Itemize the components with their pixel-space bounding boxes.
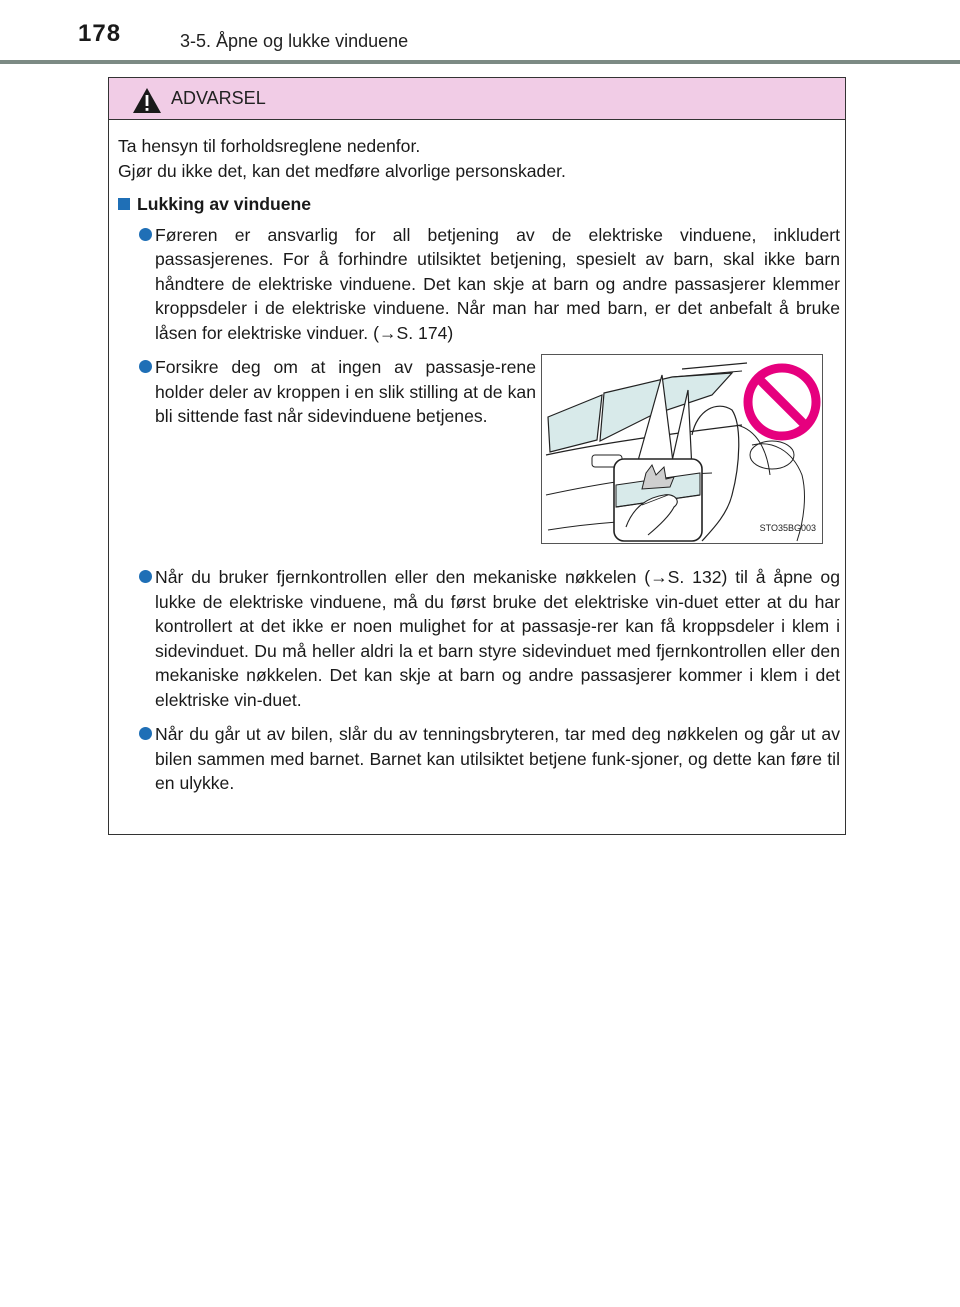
section-title: 3-5. Åpne og lukke vinduene xyxy=(180,31,409,51)
list-item xyxy=(118,223,840,346)
page-number: 178 xyxy=(78,20,122,47)
square-bullet-icon xyxy=(118,198,130,210)
header-rule xyxy=(0,60,960,64)
figure-code: STO35BG003 xyxy=(759,522,816,533)
window-pinch-illustration xyxy=(541,354,823,544)
list-item-text: Føreren er ansvarlig for all betjening av de elektriske vinduene, inkludert passasjerenes. For å forhindre utilsiktet betjening, spesielt av barn, skal ikke barn håndtere de elektriske vinduene. Det kan skje at barn og andre passasjerer klemmer kroppsdeler i de elektriske vinduene. Når man har med barn, er det anbefalt å bruke låsen for elektriske vinduer. (→S. 174) xyxy=(155,224,840,343)
intro-line-1: Ta hensyn til forholdsreglene nedenfor. xyxy=(118,136,421,156)
bullet-icon xyxy=(139,360,152,373)
intro-line-2: Gjør du ikke det, kan det medføre alvorlige personskader. xyxy=(118,160,566,181)
subheading-text: Lukking av vinduene xyxy=(137,194,312,214)
warning-box xyxy=(108,77,846,835)
list-item-text: Forsikre deg om at ingen av passasje-rene holder deler av kroppen i en slik stilling at de kan bli sittende fast når sidevinduene betjenes. xyxy=(155,357,536,426)
warning-header xyxy=(109,78,845,120)
warning-title: ADVARSEL xyxy=(171,88,266,108)
list-item-text: Når du bruker fjernkontrollen eller den mekaniske nøkkelen (→S. 132) til å åpne og lukke de elektriske vinduene, må du først bruke det elektriske vin-duet etter at du har kontrollert at det ikke er noen mulighet for at passasje-rer kan få kroppsdeler i klem i sidevinduet. Du må heller aldri la et barn styre sidevinduet med fjernkontrollen eller den mekaniske nøkkelen. Det kan skje at barn og andre passasjerer kommer i klem i det elektriske vin-duet. xyxy=(155,567,840,710)
warning-triangle-icon xyxy=(132,87,162,114)
list-item-text: Når du går ut av bilen, slår du av tenningsbryteren, tar med deg nøkkelen og går ut av bilen sammen med barnet. Barnet kan utilsiktet betjene funk-sjoner, og dette kan føre til en ulykke. xyxy=(155,724,840,793)
bullet-icon xyxy=(139,228,152,241)
bullet-icon xyxy=(139,570,152,583)
warning-body xyxy=(118,134,840,806)
list-item xyxy=(118,355,840,557)
list-item xyxy=(118,722,840,796)
bullet-icon xyxy=(139,727,152,740)
warning-intro xyxy=(118,134,840,183)
subheading xyxy=(118,192,840,217)
list-item xyxy=(118,565,840,712)
prohibition-icon xyxy=(748,368,816,436)
